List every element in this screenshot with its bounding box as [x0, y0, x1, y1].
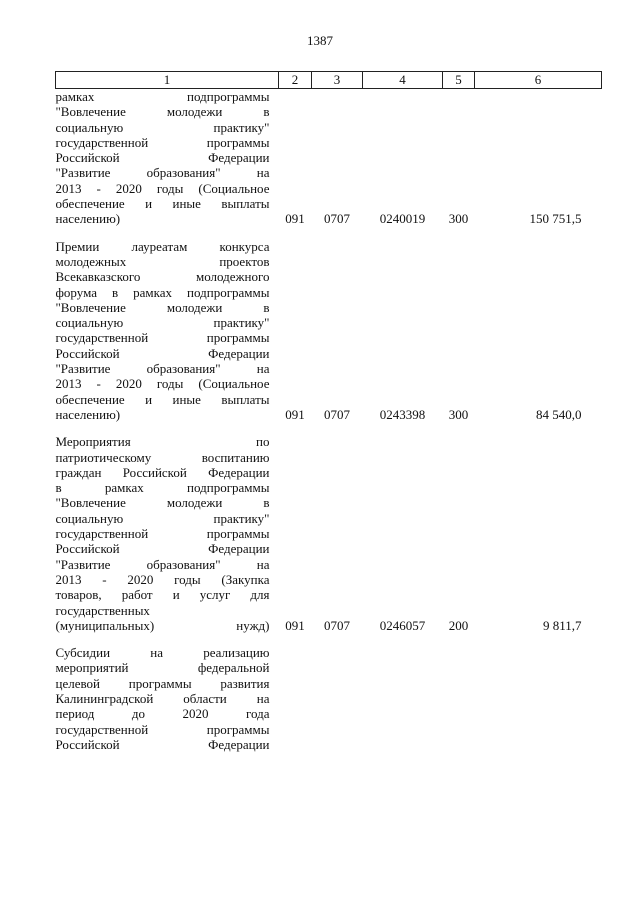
table-row: [56, 89, 602, 227]
description-line: Всекавказского молодежного: [55, 269, 270, 285]
column-header-5: 5: [443, 72, 475, 89]
description-line: населению): [55, 406, 121, 422]
ministry-code: 091: [285, 406, 305, 422]
page-number: 1387: [307, 33, 333, 48]
description-line: в рамках подпрограммы: [55, 480, 270, 496]
column-header-6: 6: [475, 72, 602, 89]
row-spacer: [56, 633, 602, 645]
row-description: [56, 89, 279, 227]
section-code: [312, 645, 363, 752]
description-line: Российской Федерации: [55, 541, 270, 557]
description-line: "Развитие образования" на: [55, 556, 270, 572]
expense-type-code: 300: [448, 406, 469, 422]
description-line: молодежных проектов: [55, 253, 270, 269]
description-line: государственных: [55, 602, 150, 618]
description-line: "Вовлечение молодежи в: [55, 495, 270, 511]
section-code: 0707: [324, 406, 350, 422]
description-line: 2013 - 2020 годы (Закупка: [55, 571, 270, 587]
description-line: "Вовлечение молодежи в: [55, 299, 270, 315]
description-line: Российской Федерации: [55, 736, 270, 752]
amount: 150 751,5: [529, 211, 582, 227]
column-header-3: 3: [312, 72, 363, 89]
description-line: Российской Федерации: [55, 345, 270, 361]
table-row: [56, 434, 602, 633]
description-line: государственной программы: [55, 721, 270, 737]
ministry-code: [279, 645, 312, 752]
ministry-code: 091: [285, 617, 305, 633]
amount: [475, 645, 602, 752]
amount: 9 811,7: [542, 617, 582, 633]
row-description: [56, 645, 279, 752]
target-article-code: 0240019: [379, 211, 426, 227]
description-line: Мероприятия по: [55, 434, 270, 450]
description-line: социальную практику": [55, 119, 270, 135]
description-line: период до 2020 года: [55, 706, 270, 722]
row-description: [56, 434, 279, 633]
description-line: Калининградской области на: [55, 690, 270, 706]
row-spacer: [56, 227, 602, 239]
description-line: обеспечение и иные выплаты: [55, 391, 270, 407]
description-line: (муниципальных) нужд): [55, 617, 270, 633]
description-line: рамках подпрограммы: [55, 89, 270, 104]
description-line: государственной программы: [55, 330, 270, 346]
expense-type-code: [443, 645, 475, 752]
description-line: государственной программы: [55, 526, 270, 542]
table-row: [56, 239, 602, 423]
description-line: форума в рамках подпрограммы: [55, 284, 270, 300]
row-description: [56, 239, 279, 423]
description-line: Субсидии на реализацию: [55, 645, 270, 661]
description-line: "Вовлечение молодежи в: [55, 104, 270, 120]
description-line: "Развитие образования" на: [55, 361, 270, 377]
description-line: "Развитие образования" на: [55, 165, 270, 181]
description-line: мероприятий федеральной: [55, 660, 270, 676]
column-number-header-row: [56, 72, 602, 89]
description-line: обеспечение и иные выплаты: [55, 196, 270, 212]
description-line: населению): [55, 211, 121, 227]
amount: 84 540,0: [536, 406, 582, 422]
column-header-1: 1: [56, 72, 279, 89]
description-line: целевой программы развития: [55, 675, 270, 691]
description-line: государственной программы: [55, 134, 270, 150]
description-line: социальную практику": [55, 315, 270, 331]
description-line: патриотическому воспитанию: [55, 449, 270, 465]
table-row: [56, 645, 602, 752]
section-code: 0707: [324, 211, 350, 227]
expense-type-code: 200: [448, 617, 469, 633]
description-line: социальную практику": [55, 510, 270, 526]
budget-table: [55, 71, 602, 752]
column-header-4: 4: [363, 72, 443, 89]
description-line: Премии лауреатам конкурса: [55, 238, 270, 254]
target-article-code: 0246057: [379, 617, 426, 633]
row-spacer: [56, 422, 602, 434]
description-line: граждан Российской Федерации: [55, 464, 270, 480]
ministry-code: 091: [285, 211, 305, 227]
section-code: 0707: [324, 617, 350, 633]
description-line: Российской Федерации: [55, 150, 270, 166]
column-header-2: 2: [279, 72, 312, 89]
target-article-code: [363, 645, 443, 752]
description-line: 2013 - 2020 годы (Социальное: [55, 180, 270, 196]
target-article-code: 0243398: [379, 406, 426, 422]
description-line: товаров, работ и услуг для: [55, 587, 270, 603]
description-line: 2013 - 2020 годы (Социальное: [55, 376, 270, 392]
expense-type-code: 300: [448, 211, 469, 227]
